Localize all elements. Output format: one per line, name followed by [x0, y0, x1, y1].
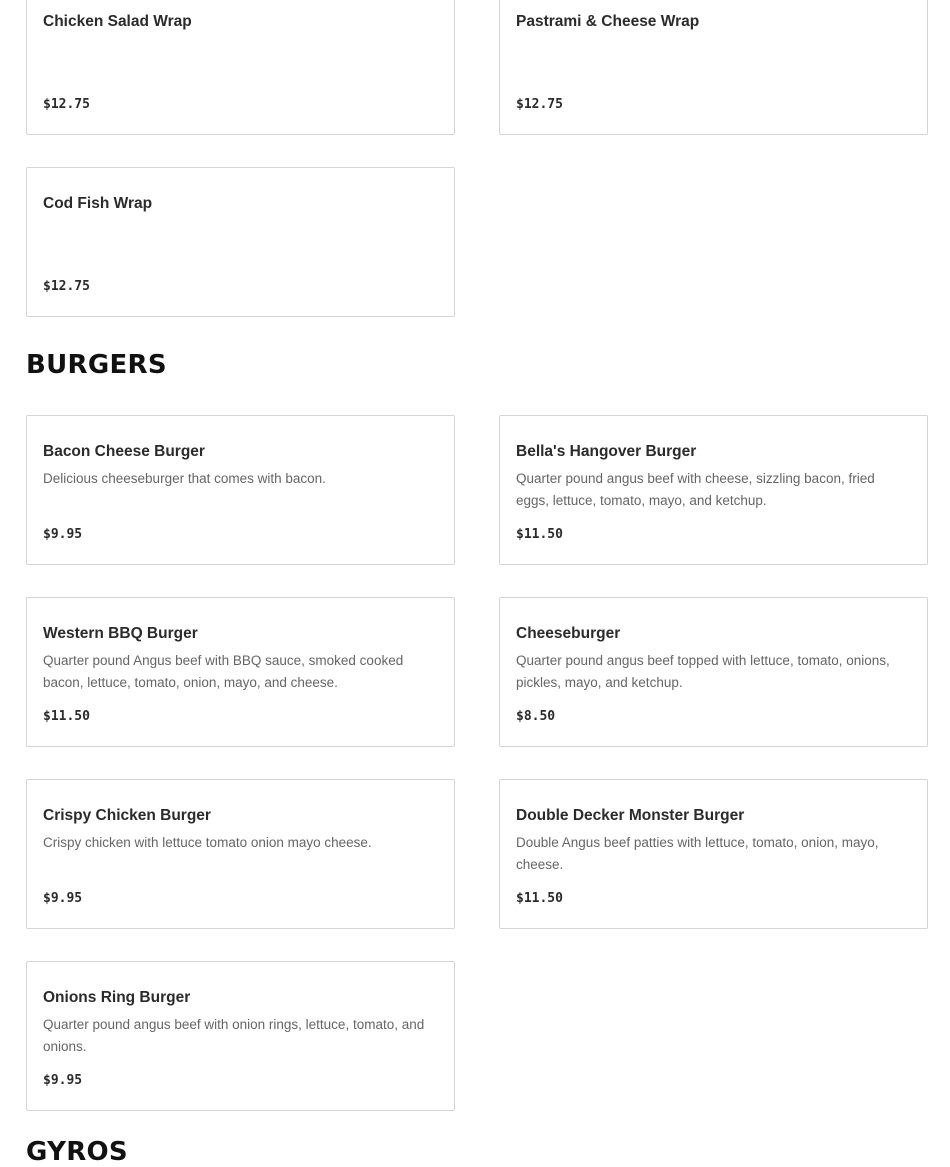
item-name: Western BBQ Burger	[43, 625, 198, 642]
item-price: $11.50	[516, 891, 563, 906]
burgers-grid	[26, 415, 928, 1111]
menu-item-card[interactable]	[26, 779, 455, 929]
item-price: $9.95	[43, 891, 83, 906]
section-title-gyros: GYROS	[26, 1137, 128, 1167]
item-name: Crispy Chicken Burger	[43, 807, 211, 824]
menu-item-card[interactable]	[26, 961, 455, 1111]
wraps-grid	[26, 0, 928, 317]
item-name: Cheeseburger	[516, 625, 621, 642]
menu-page	[26, 0, 928, 1165]
item-price: $12.75	[43, 279, 90, 294]
menu-item-card[interactable]	[26, 597, 455, 747]
item-description: Quarter pound Angus beef with BBQ sauce, smoked cooked bacon, lettuce, tomato, onion, mayo, and cheese.	[43, 652, 404, 690]
item-price: $12.75	[516, 97, 563, 112]
menu-item-card[interactable]	[26, 415, 455, 565]
menu-item-card[interactable]	[26, 167, 455, 317]
item-name: Onions Ring Burger	[43, 989, 191, 1006]
item-price: $12.75	[43, 97, 90, 112]
item-description: Delicious cheeseburger that comes with bacon.	[43, 470, 326, 486]
menu-item-card[interactable]	[26, 0, 455, 135]
item-name: Bella's Hangover Burger	[516, 443, 697, 460]
item-description: Crispy chicken with lettuce tomato onion mayo cheese.	[43, 834, 372, 850]
item-name: Chicken Salad Wrap	[43, 13, 192, 30]
menu-item-card[interactable]	[499, 597, 928, 747]
item-price: $8.50	[516, 709, 556, 724]
item-description: Quarter pound angus beef with cheese, sizzling bacon, fried eggs, lettuce, tomato, mayo, and ketchup.	[516, 470, 875, 508]
item-name: Cod Fish Wrap	[43, 195, 153, 212]
menu-item-card[interactable]	[499, 779, 928, 929]
item-price: $11.50	[516, 527, 563, 542]
menu-item-card[interactable]	[499, 415, 928, 565]
item-price: $9.95	[43, 527, 83, 542]
section-title-burgers: BURGERS	[26, 350, 167, 380]
item-description: Quarter pound angus beef topped with lettuce, tomato, onions, pickles, mayo, and ketchup.	[516, 652, 890, 690]
item-price: $9.95	[43, 1073, 83, 1088]
item-name: Bacon Cheese Burger	[43, 443, 205, 460]
item-description: Double Angus beef patties with lettuce, tomato, onion, mayo, cheese.	[516, 834, 879, 872]
menu-item-card[interactable]	[499, 0, 928, 135]
item-name: Pastrami & Cheese Wrap	[516, 13, 700, 30]
item-description: Quarter pound angus beef with onion rings, lettuce, tomato, and onions.	[43, 1016, 425, 1054]
item-price: $11.50	[43, 709, 90, 724]
item-name: Double Decker Monster Burger	[516, 807, 745, 824]
